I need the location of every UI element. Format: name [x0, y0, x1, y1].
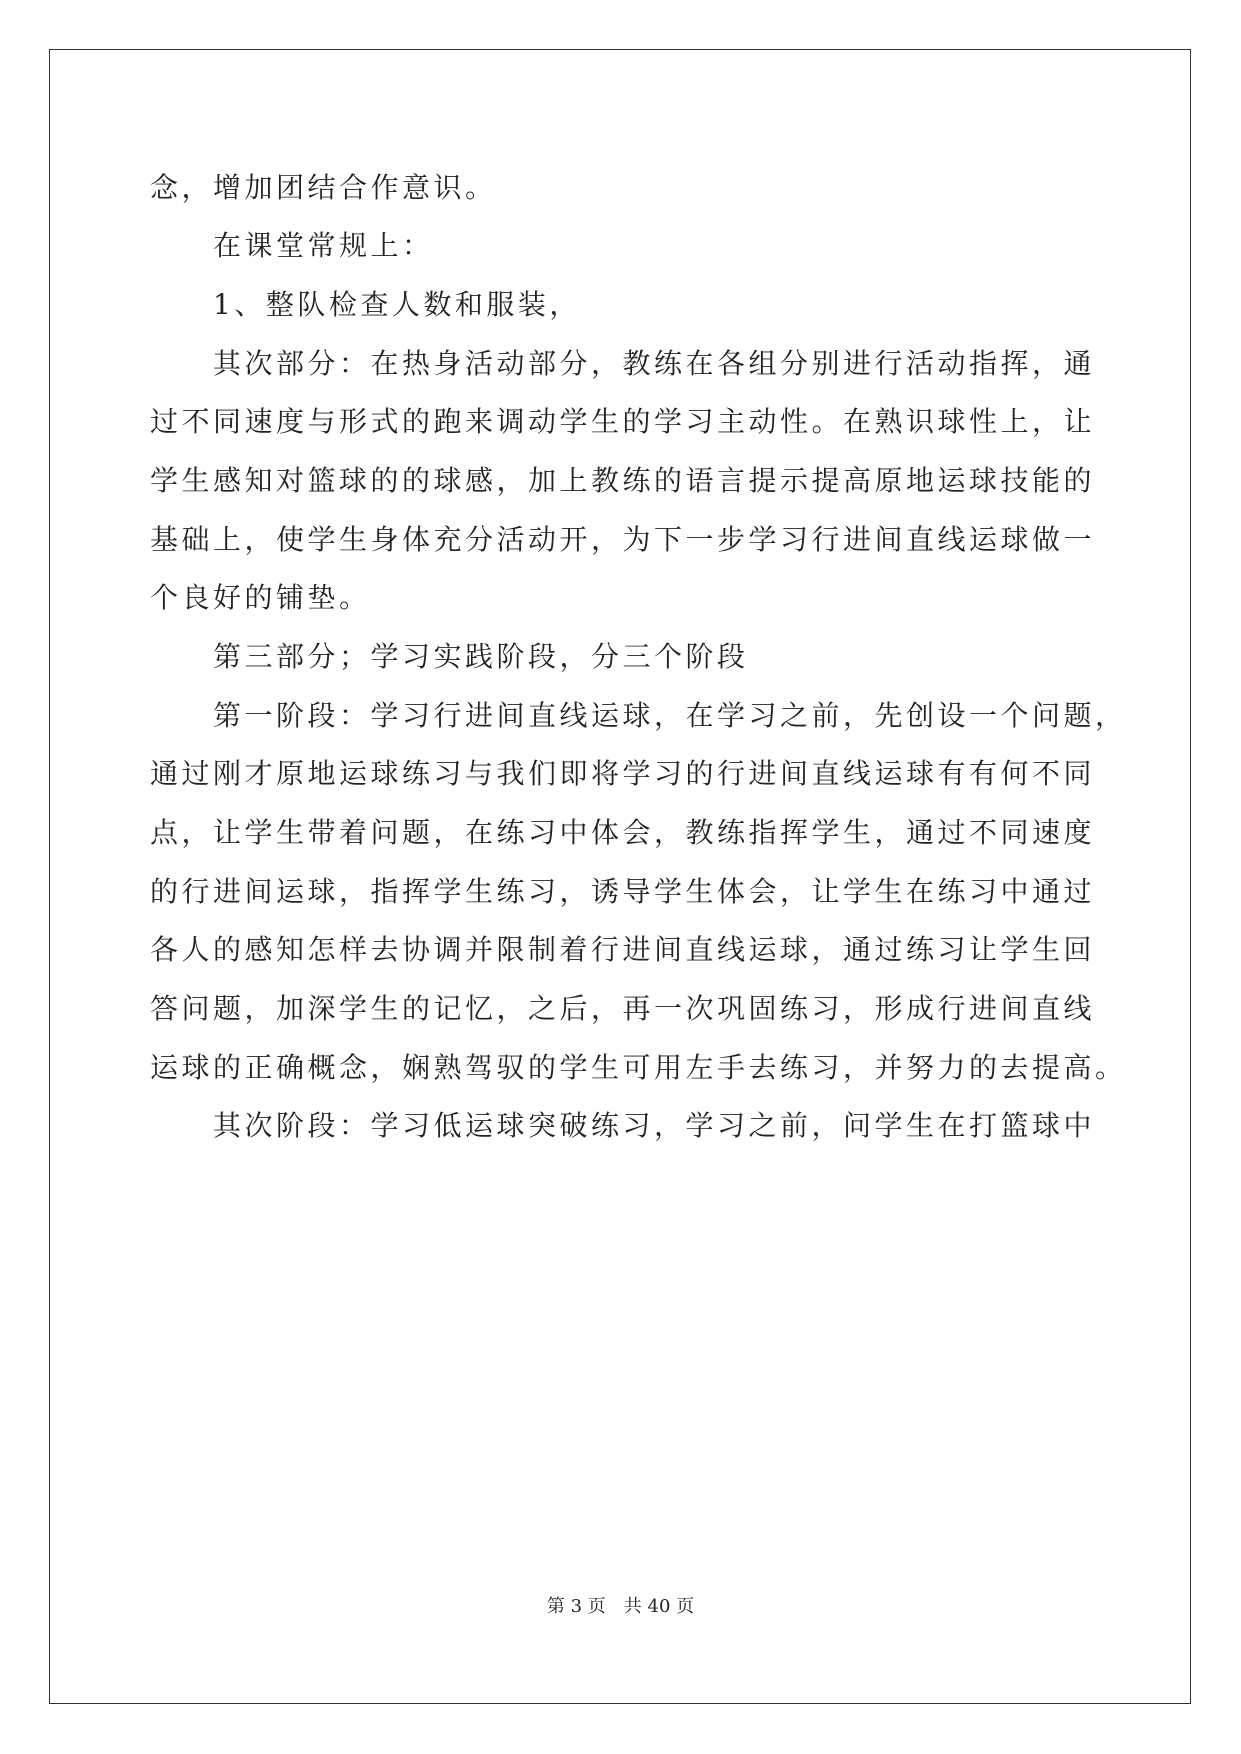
text-line: 基础上，使学生身体充分活动开，为下一步学习行进间直线运球做一	[150, 523, 1096, 556]
text-line: 第一阶段：学习行进间直线运球，在学习之前，先创设一个问题，	[213, 699, 1127, 732]
text-line: 1、整队检查人数和服装，	[213, 288, 581, 321]
text-line: 点，让学生带着问题，在练习中体会，教练指挥学生，通过不同速度	[150, 816, 1096, 849]
page-number: 第 3 页 共 40 页	[546, 1596, 695, 1617]
text-line: 在课堂常规上：	[213, 229, 434, 262]
text-line: 第三部分；学习实践阶段，分三个阶段	[213, 640, 749, 673]
text-line: 念，增加团结合作意识。	[150, 171, 497, 204]
text-line: 运球的正确概念，娴熟驾驭的学生可用左手去练习，并努力的去提高。	[150, 1051, 1127, 1084]
text-line: 其次阶段：学习低运球突破练习，学习之前，问学生在打篮球中	[213, 1109, 1096, 1142]
text-line: 各人的感知怎样去协调并限制着行进间直线运球，通过练习让学生回	[150, 933, 1096, 966]
text-line: 其次部分：在热身活动部分，教练在各组分别进行活动指挥，通	[213, 347, 1096, 380]
text-line: 的行进间运球，指挥学生练习，诱导学生体会，让学生在练习中通过	[150, 875, 1096, 908]
text-line: 过不同速度与形式的跑来调动学生的学习主动性。在熟识球性上，让	[150, 405, 1096, 438]
text-line: 个良好的铺垫。	[150, 581, 371, 614]
text-line: 通过刚才原地运球练习与我们即将学习的行进间直线运球有有何不同	[150, 757, 1096, 790]
text-line: 学生感知对篮球的的球感，加上教练的语言提示提高原地运球技能的	[150, 464, 1096, 497]
text-line: 答问题，加深学生的记忆，之后，再一次巩固练习，形成行进间直线	[150, 992, 1096, 1025]
